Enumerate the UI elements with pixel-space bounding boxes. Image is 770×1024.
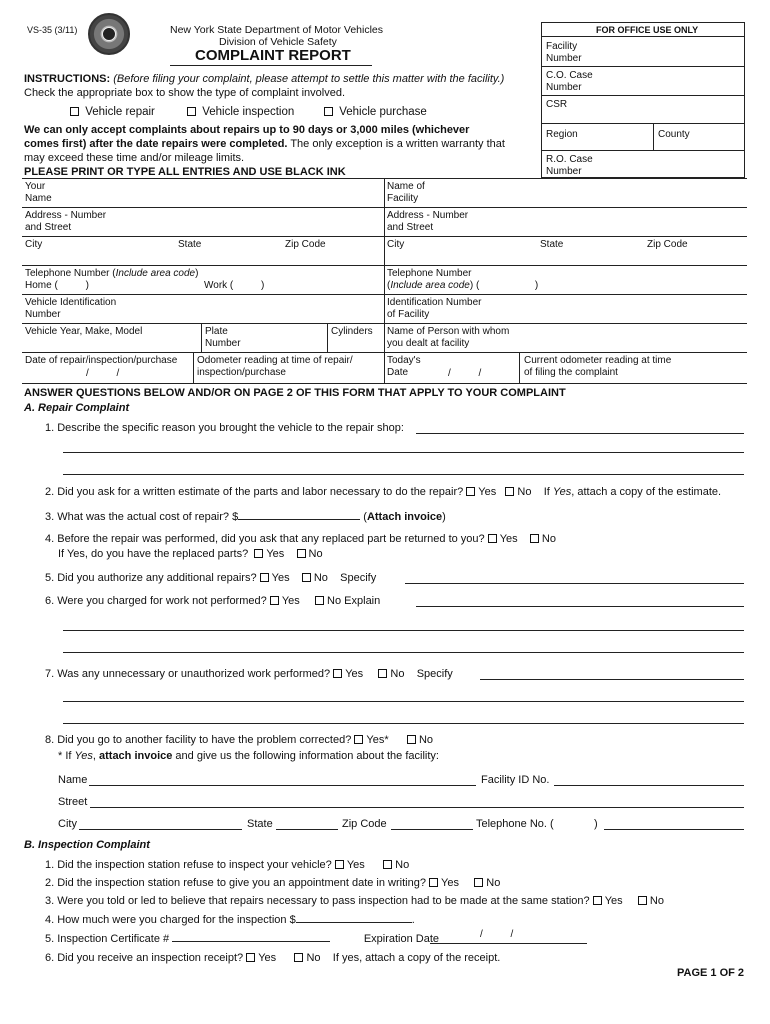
checkbox-icon[interactable]	[246, 953, 255, 962]
vin-label: Vehicle Identification Number	[25, 297, 117, 320]
odometer-repair-label: Odometer reading at time of repair/ inspection/purchase	[197, 355, 353, 378]
question-a4b: If Yes, do you have the replaced parts? Yes No	[58, 548, 323, 560]
other-facility-city-line[interactable]	[79, 829, 242, 830]
question-a5: 5. Did you authorize any additional repairs? Yes No Specify	[45, 572, 377, 584]
checkbox-icon[interactable]	[474, 878, 483, 887]
facility-address-label: Address - Number and Street	[387, 210, 469, 233]
facility-zip-label: Zip Code	[647, 239, 688, 250]
checkbox-icon[interactable]	[254, 549, 263, 558]
limit-notice-line3: may exceed these time and/or mileage limits.	[24, 152, 245, 164]
answer-line[interactable]	[405, 583, 744, 584]
answer-line[interactable]	[416, 606, 744, 607]
question-a7: 7. Was any unnecessary or unauthorized work performed? Yes No Specify	[45, 668, 453, 680]
other-facility-state-line[interactable]	[276, 829, 338, 830]
checkbox-icon[interactable]	[315, 596, 324, 605]
print-notice: PLEASE PRINT OR TYPE ALL ENTRIES AND USE BLACK INK	[24, 166, 346, 178]
todays-date-slashes: / /	[448, 368, 482, 379]
your-state-label: State	[178, 239, 202, 250]
question-a6: 6. Were you charged for work not performed? Yes No Explain	[45, 595, 381, 607]
checkbox-icon[interactable]	[488, 534, 497, 543]
your-zip-label: Zip Code	[285, 239, 326, 250]
date-repair-label: Date of repair/inspection/purchase	[25, 355, 178, 366]
question-a3: 3. What was the actual cost of repair? $ (Attach invoice)	[45, 511, 446, 523]
answer-line[interactable]	[63, 630, 744, 631]
checkbox-icon[interactable]	[260, 573, 269, 582]
division-name: Division of Vehicle Safety	[219, 36, 337, 48]
office-facility-number: Facility Number	[546, 41, 582, 64]
other-facility-tel-close: )	[594, 818, 598, 830]
person-dealt-label: Name of Person with whom you dealt at facility	[387, 326, 510, 349]
checkbox-icon[interactable]	[297, 549, 306, 558]
other-facility-id-line[interactable]	[554, 785, 744, 786]
other-facility-tel-line[interactable]	[604, 829, 744, 830]
current-odometer-label: Current odometer reading at time of filing the complaint	[524, 355, 672, 378]
expiration-date-line[interactable]	[430, 943, 587, 944]
question-a1: 1. Describe the specific reason you brought the vehicle to the repair shop:	[45, 422, 404, 434]
page-title: COMPLAINT REPORT	[195, 47, 351, 64]
question-a8: 8. Did you go to another facility to have the problem corrected? Yes* No	[45, 734, 434, 746]
limit-notice-line2: comes first) after the date repairs were completed.	[24, 138, 288, 150]
state-seal-icon	[88, 13, 130, 55]
answer-line[interactable]	[63, 701, 744, 702]
office-county: County	[658, 129, 690, 140]
limit-notice-tail: The only exception is a written warranty that	[287, 138, 505, 150]
checkbox-icon[interactable]	[378, 669, 387, 678]
facility-state-label: State	[540, 239, 564, 250]
checkbox-icon[interactable]	[294, 953, 303, 962]
checkbox-icon[interactable]	[354, 735, 363, 744]
checkbox-icon[interactable]	[187, 107, 196, 116]
your-city-label: City	[25, 239, 43, 250]
date-repair-slashes: / /	[86, 368, 120, 379]
page-number: PAGE 1 OF 2	[677, 967, 745, 979]
other-facility-id-label: Facility ID No.	[481, 774, 550, 786]
facility-city-label: City	[387, 239, 405, 250]
checkbox-icon[interactable]	[593, 896, 602, 905]
option-label: Vehicle purchase	[339, 106, 427, 118]
facility-telephone-label: Telephone Number	[387, 268, 472, 279]
question-b5: 5. Inspection Certificate # Expiration Date	[45, 933, 440, 945]
question-b1: 1. Did the inspection station refuse to inspect your vehicle? Yes No	[45, 859, 410, 871]
office-ro-case: R.O. Case Number	[546, 154, 593, 177]
your-name-label: Your Name	[25, 181, 52, 204]
instructions-label: INSTRUCTIONS:	[24, 73, 111, 85]
facility-telephone-sub: (Include area code) ( )	[387, 280, 539, 291]
instructions-line2: Check the appropriate box to show the type of complaint involved.	[24, 87, 346, 99]
checkbox-icon[interactable]	[466, 487, 475, 496]
checkbox-icon[interactable]	[407, 735, 416, 744]
department-name: New York State Department of Motor Vehicles	[170, 24, 384, 36]
checkbox-icon[interactable]	[638, 896, 647, 905]
question-a4: 4. Before the repair was performed, did you ask that any replaced part be returned to you? Yes No	[45, 533, 556, 545]
checkbox-icon[interactable]	[530, 534, 539, 543]
question-b2: 2. Did the inspection station refuse to give you an appointment date in writing? Yes No	[45, 877, 501, 889]
section-a-title: A. Repair Complaint	[24, 402, 130, 414]
section-b-title: B. Inspection Complaint	[24, 839, 150, 851]
work-phone-label: Work ( )	[204, 280, 265, 291]
other-facility-tel-label: Telephone No. (	[476, 818, 554, 830]
question-b3: 3. Were you told or led to believe that repairs necessary to pass inspection had to be made at the same station? Yes No	[45, 895, 664, 907]
checkbox-icon[interactable]	[302, 573, 311, 582]
option-label: Vehicle inspection	[202, 106, 295, 118]
facility-id-label: Identification Number of Facility	[387, 297, 482, 320]
answer-line[interactable]	[480, 679, 744, 680]
expiration-date-slashes: / /	[480, 929, 514, 940]
checkbox-icon[interactable]	[335, 860, 344, 869]
todays-date-label: Today's Date	[387, 355, 421, 378]
option-label: Vehicle repair	[85, 106, 155, 118]
your-address-label: Address - Number and Street	[25, 210, 107, 233]
answer-line[interactable]	[416, 433, 744, 434]
checkbox-icon[interactable]	[324, 107, 333, 116]
other-facility-name-line[interactable]	[89, 785, 476, 786]
instructions-text: (Before filing your complaint, please attempt to settle this matter with the facility.)	[113, 73, 505, 85]
office-use-title: FOR OFFICE USE ONLY	[596, 25, 699, 35]
year-make-model-label: Vehicle Year, Make, Model	[25, 326, 143, 337]
checkbox-icon[interactable]	[270, 596, 279, 605]
office-region: Region	[546, 129, 578, 140]
answer-line[interactable]	[63, 723, 744, 724]
answer-line[interactable]	[63, 652, 744, 653]
option-vehicle-inspection[interactable]	[187, 106, 294, 118]
your-telephone-label: Telephone Number (Include area code)	[25, 268, 199, 279]
answer-line[interactable]	[63, 474, 744, 475]
other-facility-state-label: State	[247, 818, 273, 830]
office-co-case: C.O. Case Number	[546, 70, 593, 93]
other-facility-city-label: City	[58, 818, 77, 830]
other-facility-name-label: Name	[58, 774, 88, 786]
plate-number-label: Plate Number	[205, 326, 241, 349]
checkbox-icon[interactable]	[429, 878, 438, 887]
home-phone-label: Home ( )	[25, 280, 89, 291]
other-facility-zip-label: Zip Code	[342, 818, 387, 830]
answer-line[interactable]	[63, 452, 744, 453]
facility-name-label: Name of Facility	[387, 181, 425, 204]
option-vehicle-purchase[interactable]	[324, 106, 427, 118]
option-vehicle-repair[interactable]	[70, 106, 155, 118]
form-id: VS-35 (3/11)	[27, 25, 78, 35]
checkbox-icon[interactable]	[505, 487, 514, 496]
other-facility-zip-line[interactable]	[391, 829, 473, 830]
limit-notice-line1: We can only accept complaints about repairs up to 90 days or 3,000 miles (whichever	[24, 124, 470, 136]
answer-header: ANSWER QUESTIONS BELOW AND/OR ON PAGE 2 OF THIS FORM THAT APPLY TO YOUR COMPLAINT	[24, 387, 566, 399]
question-b4: 4. How much were you charged for the inspection $ .	[45, 914, 415, 926]
cylinders-label: Cylinders	[331, 326, 373, 337]
other-facility-street-line[interactable]	[90, 807, 744, 808]
checkbox-icon[interactable]	[333, 669, 342, 678]
checkbox-icon[interactable]	[383, 860, 392, 869]
question-a8b: * If Yes, attach invoice and give us the following information about the facility:	[58, 750, 439, 762]
checkbox-icon[interactable]	[70, 107, 79, 116]
office-csr: CSR	[546, 99, 568, 110]
other-facility-street-label: Street	[58, 796, 88, 808]
question-a2: 2. Did you ask for a written estimate of the parts and labor necessary to do the repair? Yes No If Yes, attach a copy of the estimate.	[45, 486, 722, 498]
question-b6: 6. Did you receive an inspection receipt? Yes No If yes, attach a copy of the receipt.	[45, 952, 501, 964]
